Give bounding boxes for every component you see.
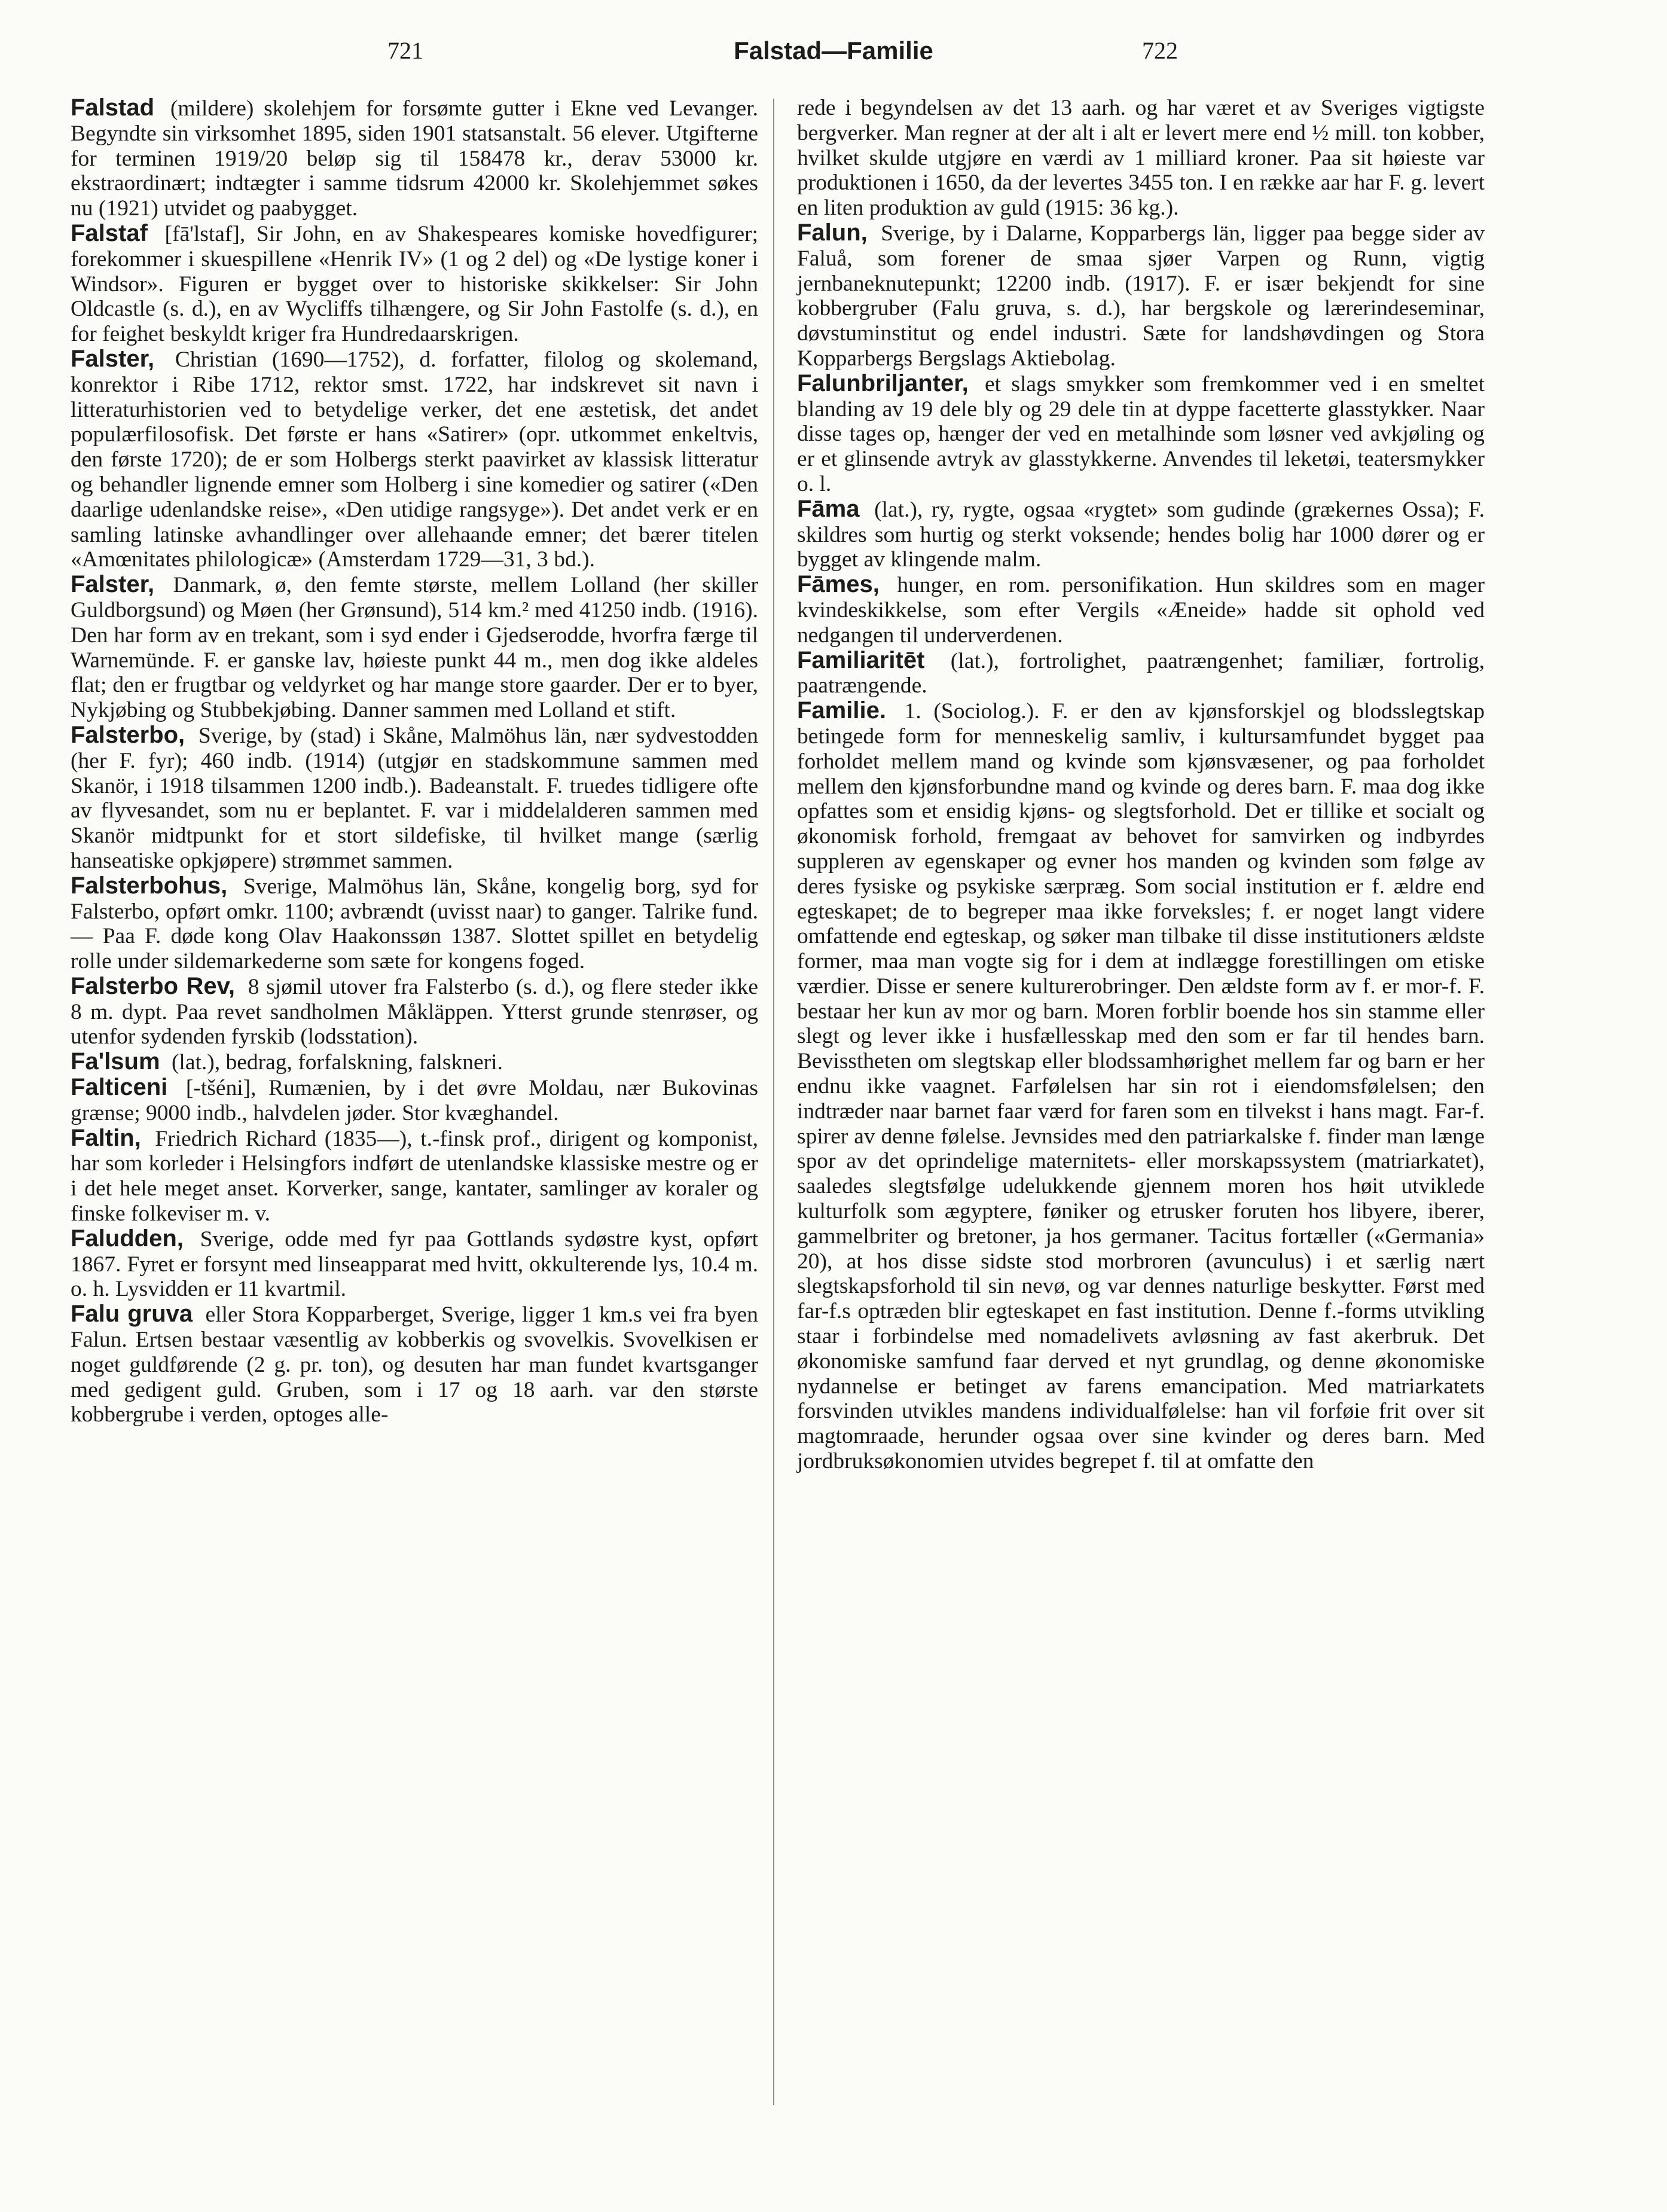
entry-falstad — [71, 96, 758, 221]
headword: Fāmes, — [797, 571, 880, 598]
entry-body: Sverige, odde med fyr paa Gottlands sydøstre kyst, opført 1867. Fyret er forsynt med linseapparat med hvitt, okkulterende lys, 10.4 m. o. h. Lysvidden er 11 kvartmil. — [71, 1226, 758, 1302]
entry-body: Danmark, ø, den femte største, mellem Lolland (her skiller Guldborgsund) og Møen (her Grønsund), 514 km.² med 41250 indb. (1916). Den har form av en trekant, som i syd ender i Gjedserodde, hvorfra færge til Warnemünde. F. er ganske lav, høieste punkt 44 m., men dog ikke aldeles flat; den er frugtbar og veldyrket og har mange store gaarder. Der er to byer, Nykjøbing og Stubbekjøbing. Danner sammen med Lolland et stift. — [71, 573, 758, 723]
entry-familie — [797, 698, 1485, 1474]
entry-body: [fā'lstaf], Sir John, en av Shakespeares komiske hovedfigurer; forekommer i skuespillene «Henrik IV» (1 og 2 del) og «De lystige koner i Windsor». Figuren er bygget over to historiske skikkelser: Sir John Oldcastle (s. d.), en av Wycliffs tilhængere, og Sir John Fastolfe (s. d.), en for feighet beskyldt kriger fra Hundredaarskrigen. — [71, 221, 758, 347]
entry-fames — [797, 572, 1485, 648]
entry-faltin — [71, 1126, 758, 1226]
headword: Faludden, — [71, 1225, 184, 1252]
entry-falstaf — [71, 221, 758, 347]
entry-faludden — [71, 1226, 758, 1302]
entry-body: 8 sjømil utover fra Falsterbo (s. d.), og flere steder ikke 8 m. dypt. Paa revet sandholmen Måkläppen. Ytterst grunde stenrøser, og utenfor sydenden fyrskib (lodsstation). — [71, 974, 759, 1049]
headword: Falunbriljanter, — [797, 370, 969, 396]
headword: Falster, — [71, 571, 155, 598]
entry-falster-christian — [71, 347, 758, 572]
headword: Falster, — [71, 345, 155, 372]
headword: Falsterbohus, — [71, 872, 228, 899]
headword: Fāma — [797, 495, 860, 522]
running-header: Falstad—Familie — [734, 36, 933, 65]
entry-body: (lat.), fortrolighet, paatrængenhet; familiær, fortrolig, paatrængende. — [797, 648, 1485, 698]
headword: Falsterbo Rev, — [71, 972, 236, 999]
left-column — [71, 96, 758, 1427]
entry-falsterbo-rev — [71, 974, 758, 1049]
entry-falster-island — [71, 572, 758, 723]
headword: Falu gruva — [71, 1301, 193, 1328]
entry-falticeni — [71, 1075, 758, 1126]
entry-familiaritet — [797, 648, 1485, 699]
headword: Familie. — [797, 697, 886, 724]
entry-body: (lat.), bedrag, forfalskning, falskneri. — [171, 1050, 503, 1075]
headword: Faltin, — [71, 1124, 141, 1151]
entry-body: Friedrich Richard (1835—), t.-finsk prof., dirigent og komponist, har som korleder i Helsingfors indført de utenlandske klassiske mestre og er i det hele meget anset. Korverker, sange, kantater, samlinger av koraler og finske folkeviser m. v. — [71, 1126, 759, 1226]
headword: Fa'lsum — [71, 1048, 160, 1075]
entry-falu-gruva — [71, 1302, 758, 1427]
entry-falsum — [71, 1049, 758, 1075]
headword: Falstaf — [71, 219, 148, 246]
entry-body: Sverige, by i Dalarne, Kopparbergs län, ligger paa begge sider av Faluå, som forener de smaa sjøer Varpen og Runn, vigtig jernbaneknutepunkt; 12200 indb. (1917). F. er især bekjendt for sine kobbergruber (Falu gruva, s. d.), har bergskole og lærerindeseminar, døvstuminstitut og endel industri. Sæte for landshøvdingen og Stora Kopparbergs Bergslags Aktiebolag. — [797, 221, 1485, 371]
entry-falsterbohus — [71, 874, 758, 974]
entry-body: [-tšéni], Rumænien, by i det øvre Moldau, nær Bukovinas grænse; 9000 indb., halvdelen jøder. Stor kvæghandel. — [71, 1076, 759, 1125]
entry-fama — [797, 497, 1485, 572]
entry-body: et slags smykker som fremkommer ved i en smeltet blanding av 19 dele bly og 29 dele tin at dyppe facetterte glasstykker. Naar disse tages op, hænger der ved en metalhinde som løsner ved avkjøling og er et glinsende avtryk av glasstykkerne. Anvendes til leketøi, teatersmykker o. l. — [797, 371, 1485, 496]
entry-body: hunger, en rom. personifikation. Hun skildres som en mager kvindeskikkelse, som efter Vergils «Æneide» hadde sit ophold ved nedgangen til underverdenen. — [797, 573, 1485, 648]
headword: Falsterbo, — [71, 721, 185, 748]
entry-body: (lat.), ry, rygte, ogsaa «rygtet» som gudinde (grækernes Ossa); F. skildres som hurtig og sterkt voksende; hendes bolig har 1000 dører og er bygget av klingende malm. — [797, 497, 1485, 572]
entry-body: Christian (1690—1752), d. forfatter, filolog og skolemand, konrektor i Ribe 1712, rektor smst. 1722, har indskrevet sit navn i litteraturhistorien ved to betydelige verker, det ene æstetisk, det andet populærfilosofisk. Det første er hans «Satirer» (opr. utkommet enkeltvis, den første 1720); de er som Holbergs sterkt paavirket av klassisk litteratur og behandler lignende emner som Holberg i sine komedier og satirer («Den daarlige udenlandske reise», «Den utidige rangsyge»). Det andet verk er en samling latinske avhandlinger over allehaande emner; det bærer titelen «Amœnitates philologicæ» (Amsterdam 1729—31, 3 bd.). — [71, 347, 759, 572]
entry-body: 1. (Sociolog.). F. er den av kjønsforskjel og blodsslegtskap betingede form for menneskelig samliv, i kultursamfundet bygget paa forholdet mellem mand og kvinde som kjønsvæsener, og paa forholdet mellem den kjønsforbundne mand og kvinde og deres barn. F. maa dog ikke opfattes som et ensidig kjøns- og slegtsforhold. Det er tillike et socialt og økonomisk forhold, fremgaat av behovet for samvirken og indbyrdes suppleren av egenskaper og evner hos manden og kvinden som følge av deres fysiske og psykiske særpræg. Som social institution er f. ældre end egteskapet; de to begreper maa ikke forveksles; f. er noget langt videre omfattende end egteskap, og søker man tilbake til disse institutioners ældste former, maa man vogte sig for i dem at indlægge forestillingen om etiske værdier. Disse er senere kulturerobringer. Den ældste form av f. er mor-f. F. bestaar her kun av mor og barn. Moren forblir boende hos sin stamme eller slegt og lever ikke i husfællesskap med den som er far til hendes barn. Bevisstheten om slegtskap eller blodssamhørighet mellem far og barn er her endnu ikke vaagnet. Farfølelsen har sin rot i eiendomsfølelsen; den indtræder naar barnet faar værd for faren som en tilvekst i hans magt. Far-f. spirer av denne følelse. Jevnsides med den patriarkalske f. finder man længe spor av det oprindelige maternitets- eller morskapssystem (matriarkatet), saaledes slegtsfølge udelukkende gjennem moren hos høit utviklede kulturfolk som ægyptere, føniker og etrusker foruten hos libyere, iberer, gammelbriter og bretoner, ja hos germaner. Tacitus fortæller («Germania» 20), at hos disse sidste stod morbroren (avunculus) i et særlig nært slegtskapsforhold til sin nevø, og var dennes naturlige beskytter. Først med far-f.s optræden blir egteskapet en fast institution. Denne f.-forms utvikling staar i forbindelse med nomadelivets avløsning av fast akerbruk. Det økonomiske samfund faar derved et nyt grundlag, og denne økonomiske nydannelse er betinget av farens emancipation. Med matriarkatets forsvinden utvikles mandens individualfølelse: han vil forføie frit over sit magtomraade, herunder ogsaa over sine kvinder og deres barn. Med jordbruksøkonomien utvides begrepet f. til at omfatte den — [797, 699, 1485, 1474]
headword: Falstad — [71, 94, 155, 121]
headword: Falun, — [797, 219, 868, 246]
entry-falsterbo — [71, 723, 758, 874]
right-column — [797, 96, 1485, 1474]
left-page-number: 721 — [387, 37, 423, 64]
entry-falun — [797, 221, 1485, 371]
entry-body: Sverige, Malmöhus län, Skåne, kongelig borg, syd for Falsterbo, opført omkr. 1100; avbrændt (uvisst naar) to ganger. Talrike fund. — Paa F. døde kong Olav Haakonssøn 1387. Slottet spillet en betydelig rolle under sildemarkederne som sæte for kongens foged. — [71, 874, 758, 974]
right-page-number: 722 — [1142, 37, 1178, 64]
headword: Familiaritēt — [797, 646, 925, 673]
entry-body: Sverige, by (stad) i Skåne, Malmöhus län, nær sydvestodden (her F. fyr); 460 indb. (1914) (utgjør en stadskommune sammen med Skanör, i 1918 tilsammen 1200 indb.). Badeanstalt. F. truedes tidligere ofte av flyvesandet, som nu er beplantet. F. var i middelalderen sammen med Skanör midtpunkt for et stort sildefiske, til hvilket mange (særlig hanseatiske opkjøpere) strømmet sammen. — [71, 723, 758, 873]
entry-continuation: rede i begyndelsen av det 13 aarh. og har været et av Sveriges vigtigste bergverker. Man regner at der alt i alt er levert mere end ½ mill. ton kobber, hvilket skulde utgjøre en værdi av 1 milliard kroner. Paa sit høieste var produktionen i 1650, da der levertes 3455 ton. I en række aar har F. g. levert en liten produktion av guld (1915: 36 kg.). — [797, 96, 1485, 221]
entry-falunbriljanter — [797, 371, 1485, 497]
headword: Falticeni — [71, 1074, 168, 1101]
entry-body: eller Stora Kopparberget, Sverige, ligger 1 km.s vei fra byen Falun. Ertsen bestaar væsentlig av kobberkis og svovelkis. Svovelkisen er noget guldførende (2 g. pr. ton), og desuten har man fundet kvartsganger med gedigent guld. Gruben, som i 17 og 18 aarh. var den største kobbergrube i verden, optoges alle- — [71, 1302, 759, 1427]
column-divider — [773, 99, 774, 2105]
entry-body: (mildere) skolehjem for forsømte gutter i Ekne ved Levanger. Begyndte sin virksomhet 1895, siden 1901 statsanstalt. 56 elever. Utgifterne for terminen 1919/20 beløp sig til 158478 kr., derav 53000 kr. ekstraordinært; indtægter i samme tidsrum 42000 kr. Skolehjemmet søkes nu (1921) utvidet og paabygget. — [71, 96, 758, 221]
